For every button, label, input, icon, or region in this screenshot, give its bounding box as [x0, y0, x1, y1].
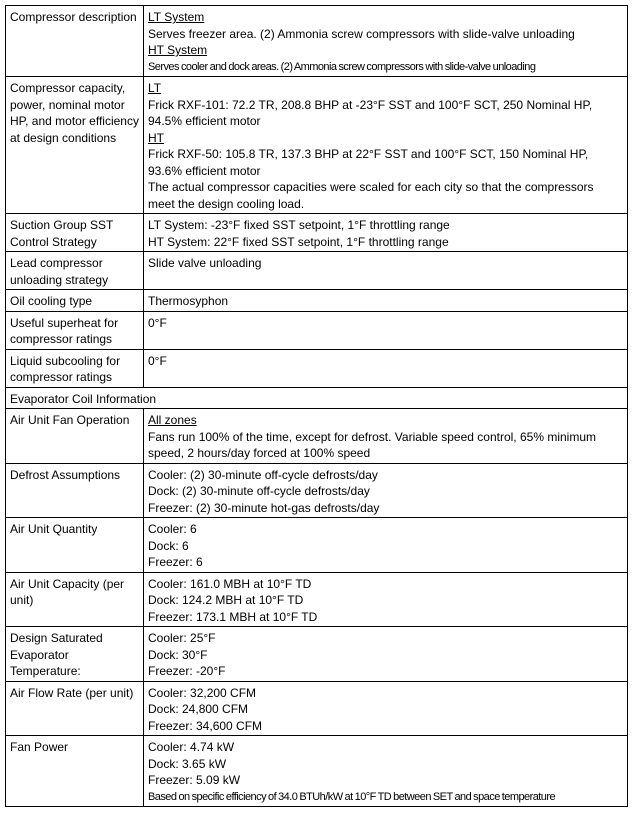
useful-superheat-label: Useful superheat for compressor ratings [6, 311, 144, 349]
air-unit-fan-value [144, 409, 628, 464]
quantity-freezer: Freezer: 6 [148, 555, 203, 569]
air-unit-capacity-value [144, 572, 628, 627]
lt-suction-text: LT System: -23°F fixed SST setpoint, 1°F throttling range [148, 218, 450, 232]
fan-power-label: Fan Power [6, 736, 144, 807]
fan-power-freezer: Freezer: 5.09 kW [148, 773, 241, 787]
airflow-dock: Dock: 24,800 CFM [148, 702, 249, 716]
liquid-subcooling-value: 0°F [144, 349, 628, 387]
design-saturated-label: Design Saturated Evaporator Temperature: [6, 627, 144, 682]
table-row [6, 409, 628, 464]
sst-dock: Dock: 30°F [148, 647, 208, 662]
defrost-cooler: Cooler: (2) 30-minute off-cycle defrosts/day [148, 467, 378, 482]
airflow-label: Air Flow Rate (per unit) [6, 681, 144, 736]
air-unit-fan-label: Air Unit Fan Operation [6, 409, 144, 464]
table-row [6, 518, 628, 573]
table-row [6, 311, 628, 349]
lt-heading: LT [148, 81, 162, 95]
lt-capacity-text: Frick RXF-101: 72.2 TR, 208.8 BHP at -23°F SST and 100°F SCT, 250 Nominal HP, 94.5% efficient motor [148, 97, 593, 128]
fan-power-cooler: Cooler: 4.74 kW [148, 740, 235, 754]
airflow-freezer: Freezer: 34,600 CFM [148, 718, 263, 733]
table-row [6, 572, 628, 627]
compressor-description-label: Compressor description [6, 6, 144, 77]
lt-system-text: Serves freezer area. (2) Ammonia screw compressors with slide-valve unloading [148, 26, 575, 41]
capacity-freezer: Freezer: 173.1 MBH at 10°F TD [148, 609, 318, 624]
fan-power-dock: Dock: 3.65 kW [148, 756, 227, 771]
suction-group-label: Suction Group SST Control Strategy [6, 214, 144, 252]
table-row [6, 463, 628, 518]
ht-suction-text: HT System: 22°F fixed SST setpoint, 1°F throttling range [148, 234, 449, 249]
table-row [6, 349, 628, 387]
sst-freezer: Freezer: -20°F [148, 664, 226, 678]
capacity-scaling-note: The actual compressor capacities were scaled for each city so that the compressors meet the design cooling load. [148, 180, 594, 211]
compressor-evaporator-spec-table [5, 5, 628, 807]
table-row [6, 387, 628, 409]
ht-capacity-text: Frick RXF-50: 105.8 TR, 137.3 BHP at 22°F SST and 100°F SCT, 150 Nominal HP, 93.6% efficient motor [148, 147, 589, 178]
suction-group-value [144, 214, 628, 252]
table-row [6, 252, 628, 290]
specification-table-page [5, 5, 628, 807]
airflow-value [144, 681, 628, 736]
airflow-cooler: Cooler: 32,200 CFM [148, 685, 257, 700]
ht-heading: HT [148, 130, 164, 145]
table-row [6, 77, 628, 214]
air-unit-quantity-label: Air Unit Quantity [6, 518, 144, 573]
compressor-description-value [144, 6, 628, 77]
oil-cooling-value: Thermosyphon [144, 290, 628, 312]
lead-compressor-value: Slide valve unloading [144, 252, 628, 290]
quantity-cooler: Cooler: 6 [148, 522, 197, 536]
table-row [6, 736, 628, 807]
table-row [6, 214, 628, 252]
all-zones-heading: All zones [148, 413, 197, 427]
design-saturated-value [144, 627, 628, 682]
lt-system-heading: LT System [148, 10, 205, 24]
oil-cooling-label: Oil cooling type [6, 290, 144, 312]
liquid-subcooling-label: Liquid subcooling for compressor ratings [6, 349, 144, 387]
defrost-label: Defrost Assumptions [6, 463, 144, 518]
defrost-dock: Dock: (2) 30-minute off-cycle defrosts/day [148, 484, 370, 498]
evaporator-section-title: Evaporator Coil Information [6, 387, 628, 409]
table-row [6, 290, 628, 312]
quantity-dock: Dock: 6 [148, 538, 189, 553]
useful-superheat-value: 0°F [144, 311, 628, 349]
defrost-freezer: Freezer: (2) 30-minute hot-gas defrosts/day [148, 500, 380, 515]
fan-operation-text: Fans run 100% of the time, except for defrost. Variable speed control, 65% minimum speed, 2 hours/day forced at 100% speed [148, 429, 596, 460]
capacity-cooler: Cooler: 161.0 MBH at 10°F TD [148, 576, 312, 591]
table-row [6, 627, 628, 682]
ht-system-text: Serves cooler and dock areas. (2) Ammonia screw compressors with slide-valve unloading [148, 60, 536, 73]
table-row [6, 6, 628, 77]
compressor-capacity-value [144, 77, 628, 214]
air-unit-capacity-label: Air Unit Capacity (per unit) [6, 572, 144, 627]
capacity-dock: Dock: 124.2 MBH at 10°F TD [148, 593, 304, 607]
sst-cooler: Cooler: 25°F [148, 631, 216, 645]
fan-power-value [144, 736, 628, 807]
air-unit-quantity-value [144, 518, 628, 573]
fan-power-note: Based on specific efficiency of 34.0 BTUh/kW at 10°F TD between SET and space temperature [148, 790, 556, 803]
defrost-value [144, 463, 628, 518]
table-row [6, 681, 628, 736]
compressor-capacity-label: Compressor capacity, power, nominal motor HP, and motor efficiency at design conditions [6, 77, 144, 214]
lead-compressor-label: Lead compressor unloading strategy [6, 252, 144, 290]
ht-system-heading: HT System [148, 43, 208, 57]
